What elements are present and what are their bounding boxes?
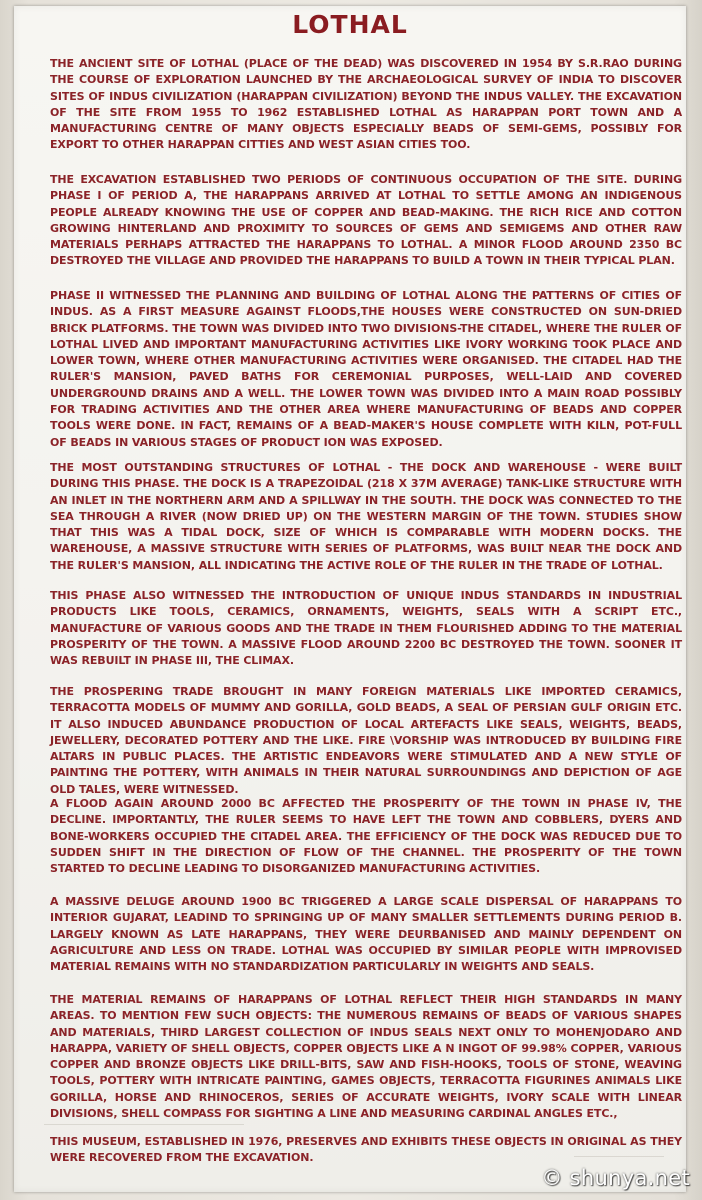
copyright-watermark: © shunya.net [541,1166,690,1190]
paragraph-phase-two: PHASE II WITNESSED THE PLANNING AND BUILDING OF LOTHAL ALONG THE PATTERNS OF CITIES OF INDUS. AS A FIRST MEASURE AGAINST FLOODS,THE HOUSES WERE CONSTRUCTED ON SUN-DRIED BRICK PLATFORMS. THE TOWN WAS DIVIDED INTO TWO DIVISIONS-THE CITADEL, WHERE THE RULER OF LOTHAL LIVED AND IMPORTANT MANUFACTURING ACTIVITIES LIKE IVORY WORKING TOOK PLACE AND LOWER TOWN, WHERE OTHER MANUFACTURING ACTIVITIES WERE ORGANISED. THE CITADEL HAD THE RULER'S MANSION, PAVED BATHS FOR CEREMONIAL PURPOSES, WELL-LAID AND COVERED UNDERGROUND DRAINS AND A WELL. THE LOWER TOWN WAS DIVIDED INTO A MAIN ROAD POSSIBLY FOR TRADING ACTIVITIES AND THE OTHER AREA WHERE MANUFACTURING OF BEADS AND COPPER TOOLS WERE DONE. IN FACT, REMAINS OF A BEAD-MAKER'S HOUSE COMPLETE WITH KILN, POT-FULL OF BEADS IN VARIOUS STAGES OF PRODUCT ION WAS EXPOSED. [50,289,682,449]
surface-scratch [574,1156,664,1157]
paragraph-discovery: THE ANCIENT SITE OF LOTHAL (PLACE OF THE DEAD) WAS DISCOVERED IN 1954 BY S.R.RAO DURING THE COURSE OF EXPLORATION LAUNCHED BY THE ARCHAEOLOGICAL SURVEY OF INDIA TO DISCOVER SITES OF INDUS CIVILIZATION (HARAPPAN CIVILIZATION) BEYOND THE INDUS VALLEY. THE EXCAVATION OF THE SITE FROM 1955 TO 1962 ESTABLISHED LOTHAL AS HARAPPAN PORT TOWN AND A MANUFACTURING CENTRE OF MANY OBJECTS ESPECIALLY BEADS OF SEMI-GEMS, POSSIBLY FOR EXPORT TO OTHER HARAPPAN CITTIES AND WEST ASIAN CITIES TOO. [50,57,682,152]
paragraph-museum: THIS MUSEUM, ESTABLISHED IN 1976, PRESERVES AND EXHIBITS THESE OBJECTS IN ORIGINAL AS THEY WERE RECOVERED FROM THE EXCAVATION. [50,1135,682,1165]
paragraph-trade: THE PROSPERING TRADE BROUGHT IN MANY FOREIGN MATERIALS LIKE IMPORTED CERAMICS, TERRACOTTA MODELS OF MUMMY AND GORILLA, GOLD BEADS, A SEAL OF PERSIAN GULF ORIGIN ETC. IT ALSO INDUCED ABUNDANCE PRODUCTION OF LOCAL ARTEFACTS LIKE SEALS, WEIGHTS, BEADS, JEWELLERY, DECORATED POTTERY AND THE LIKE. FIRE \VORSHIP WAS INTRODUCED BY BUILDING FIRE ALTARS IN PUBLIC PLACES. THE ARTISTIC ENDEAVORS WERE STIMULATED AND A NEW STYLE OF PAINTING THE POTTERY, WITH ANIMALS IN THEIR NATURAL SURROUNDINGS AND DEPICTION OF AGE OLD TALES, WERE WITNESSED. [50,685,682,796]
paragraph-standards: THIS PHASE ALSO WITNESSED THE INTRODUCTION OF UNIQUE INDUS STANDARDS IN INDUSTRIAL PRODUCTS LIKE TOOLS, CERAMICS, ORNAMENTS, WEIGHTS, SEALS WITH A SCRIPT ETC., MANUFACTURE OF VARIOUS GOODS AND THE TRADE IN THEM FLOURISHED ADDING TO THE MATERIAL PROSPERITY OF THE TOWN. A MASSIVE FLOOD AROUND 2200 BC DESTROYED THE TOWN. SOONER IT WAS REBUILT IN PHASE III, THE CLIMAX. [50,589,682,668]
information-board [14,6,686,1192]
surface-scratch [44,1124,244,1125]
paragraph-dispersal: A MASSIVE DELUGE AROUND 1900 BC TRIGGERED A LARGE SCALE DISPERSAL OF HARAPPANS TO INTERIOR GUJARAT, LEADIND TO SPRINGING UP OF MANY SMALLER SETTLEMENTS DURING PERIOD B. LARGELY KNOWN AS LATE HARAPPANS, THEY WERE DEURBANISED AND MAINLY DEPENDENT ON AGRICULTURE AND LESS ON TRADE. LOTHAL WAS OCCUPIED BY SIMILAR PEOPLE WITH IMPROVISED MATERIAL REMAINS WITH NO STANDARDIZATION PARTICULARLY IN WEIGHTS AND SEALS. [50,895,682,974]
paragraph-dock-warehouse: THE MOST OUTSTANDING STRUCTURES OF LOTHAL - THE DOCK AND WAREHOUSE - WERE BUILT DURING THIS PHASE. THE DOCK IS A TRAPEZOIDAL (218 X 37M AVERAGE) TANK-LIKE STRUCTURE WITH AN INLET IN THE NORTHERN ARM AND A SPILLWAY IN THE SOUTH. THE DOCK WAS CONNECTED TO THE SEA THROUGH A RIVER (NOW DRIED UP) ON THE WESTERN MARGIN OF THE TOWN. STUDIES SHOW THAT THIS WAS A TIDAL DOCK, SIZE OF WHICH IS COMPARABLE WITH MODERN DOCKS. THE WAREHOUSE, A MASSIVE STRUCTURE WITH SERIES OF PLATFORMS, WAS BUILT NEAR THE DOCK AND THE RULER'S MANSION, ALL INDICATING THE ACTIVE ROLE OF THE RULER IN THE TRADE OF LOTHAL. [50,461,682,572]
board-title: LOTHAL [292,10,408,39]
paragraph-decline: A FLOOD AGAIN AROUND 2000 BC AFFECTED THE PROSPERITY OF THE TOWN IN PHASE IV, THE DECLINE. IMPORTANTLY, THE RULER SEEMS TO HAVE LEFT THE TOWN AND COBBLERS, DYERS AND BONE-WORKERS OCCUPIED THE CITADEL AREA. THE EFFICIENCY OF THE DOCK WAS REDUCED DUE TO SUDDEN SHIFT IN THE DIRECTION OF FLOW OF THE CHANNEL. THE PROSPERITY OF THE TOWN STARTED TO DECLINE LEADING TO DISORGANIZED MANUFACTURING ACTIVITIES. [50,797,682,876]
paragraph-material-remains: THE MATERIAL REMAINS OF HARAPPANS OF LOTHAL REFLECT THEIR HIGH STANDARDS IN MANY AREAS. TO MENTION FEW SUCH OBJECTS: THE NUMEROUS REMAINS OF BEADS OF VARIOUS SHAPES AND MATERIALS, THIRD LARGEST COLLECTION OF INDUS SEALS NEXT ONLY TO MOHENJODARO AND HARAPPA, VARIETY OF SHELL OBJECTS, COPPER OBJECTS LIKE A N INGOT OF 99.98% COPPER, VARIOUS COPPER AND BRONZE OBJECTS LIKE DRILL-BITS, SAW AND FISH-HOOKS, TOOLS OF STONE, WEAVING TOOLS, POTTERY WITH INTRICATE PAINTING, GAMES OBJECTS, TERRACOTTA FIGURINES ANIMALS LIKE GORILLA, HORSE AND RHINOCEROS, SERIES OF ACCURATE WEIGHTS, IVORY SCALE WITH LINEAR DIVISIONS, SHELL COMPASS FOR SIGHTING A LINE AND MEASURING CARDINAL ANGLES ETC., [50,993,682,1121]
paragraph-periods: THE EXCAVATION ESTABLISHED TWO PERIODS OF CONTINUOUS OCCUPATION OF THE SITE. DURING PHASE I OF PERIOD A, THE HARAPPANS ARRIVED AT LOTHAL TO SETTLE AMONG AN INDIGENOUS PEOPLE ALREADY KNOWING THE USE OF COPPER AND BEAD-MAKING. THE RICH RICE AND COTTON GROWING HINTERLAND AND PROXIMITY TO SOURCES OF GEMS AND SEMIGEMS AND OTHER RAW MATERIALS PERHAPS ATTRACTED THE HARAPPANS TO LOTHAL. A MINOR FLOOD AROUND 2350 BC DESTROYED THE VILLAGE AND PROVIDED THE HARAPPANS TO BUILD A TOWN IN THEIR TYPICAL PLAN. [50,173,682,268]
